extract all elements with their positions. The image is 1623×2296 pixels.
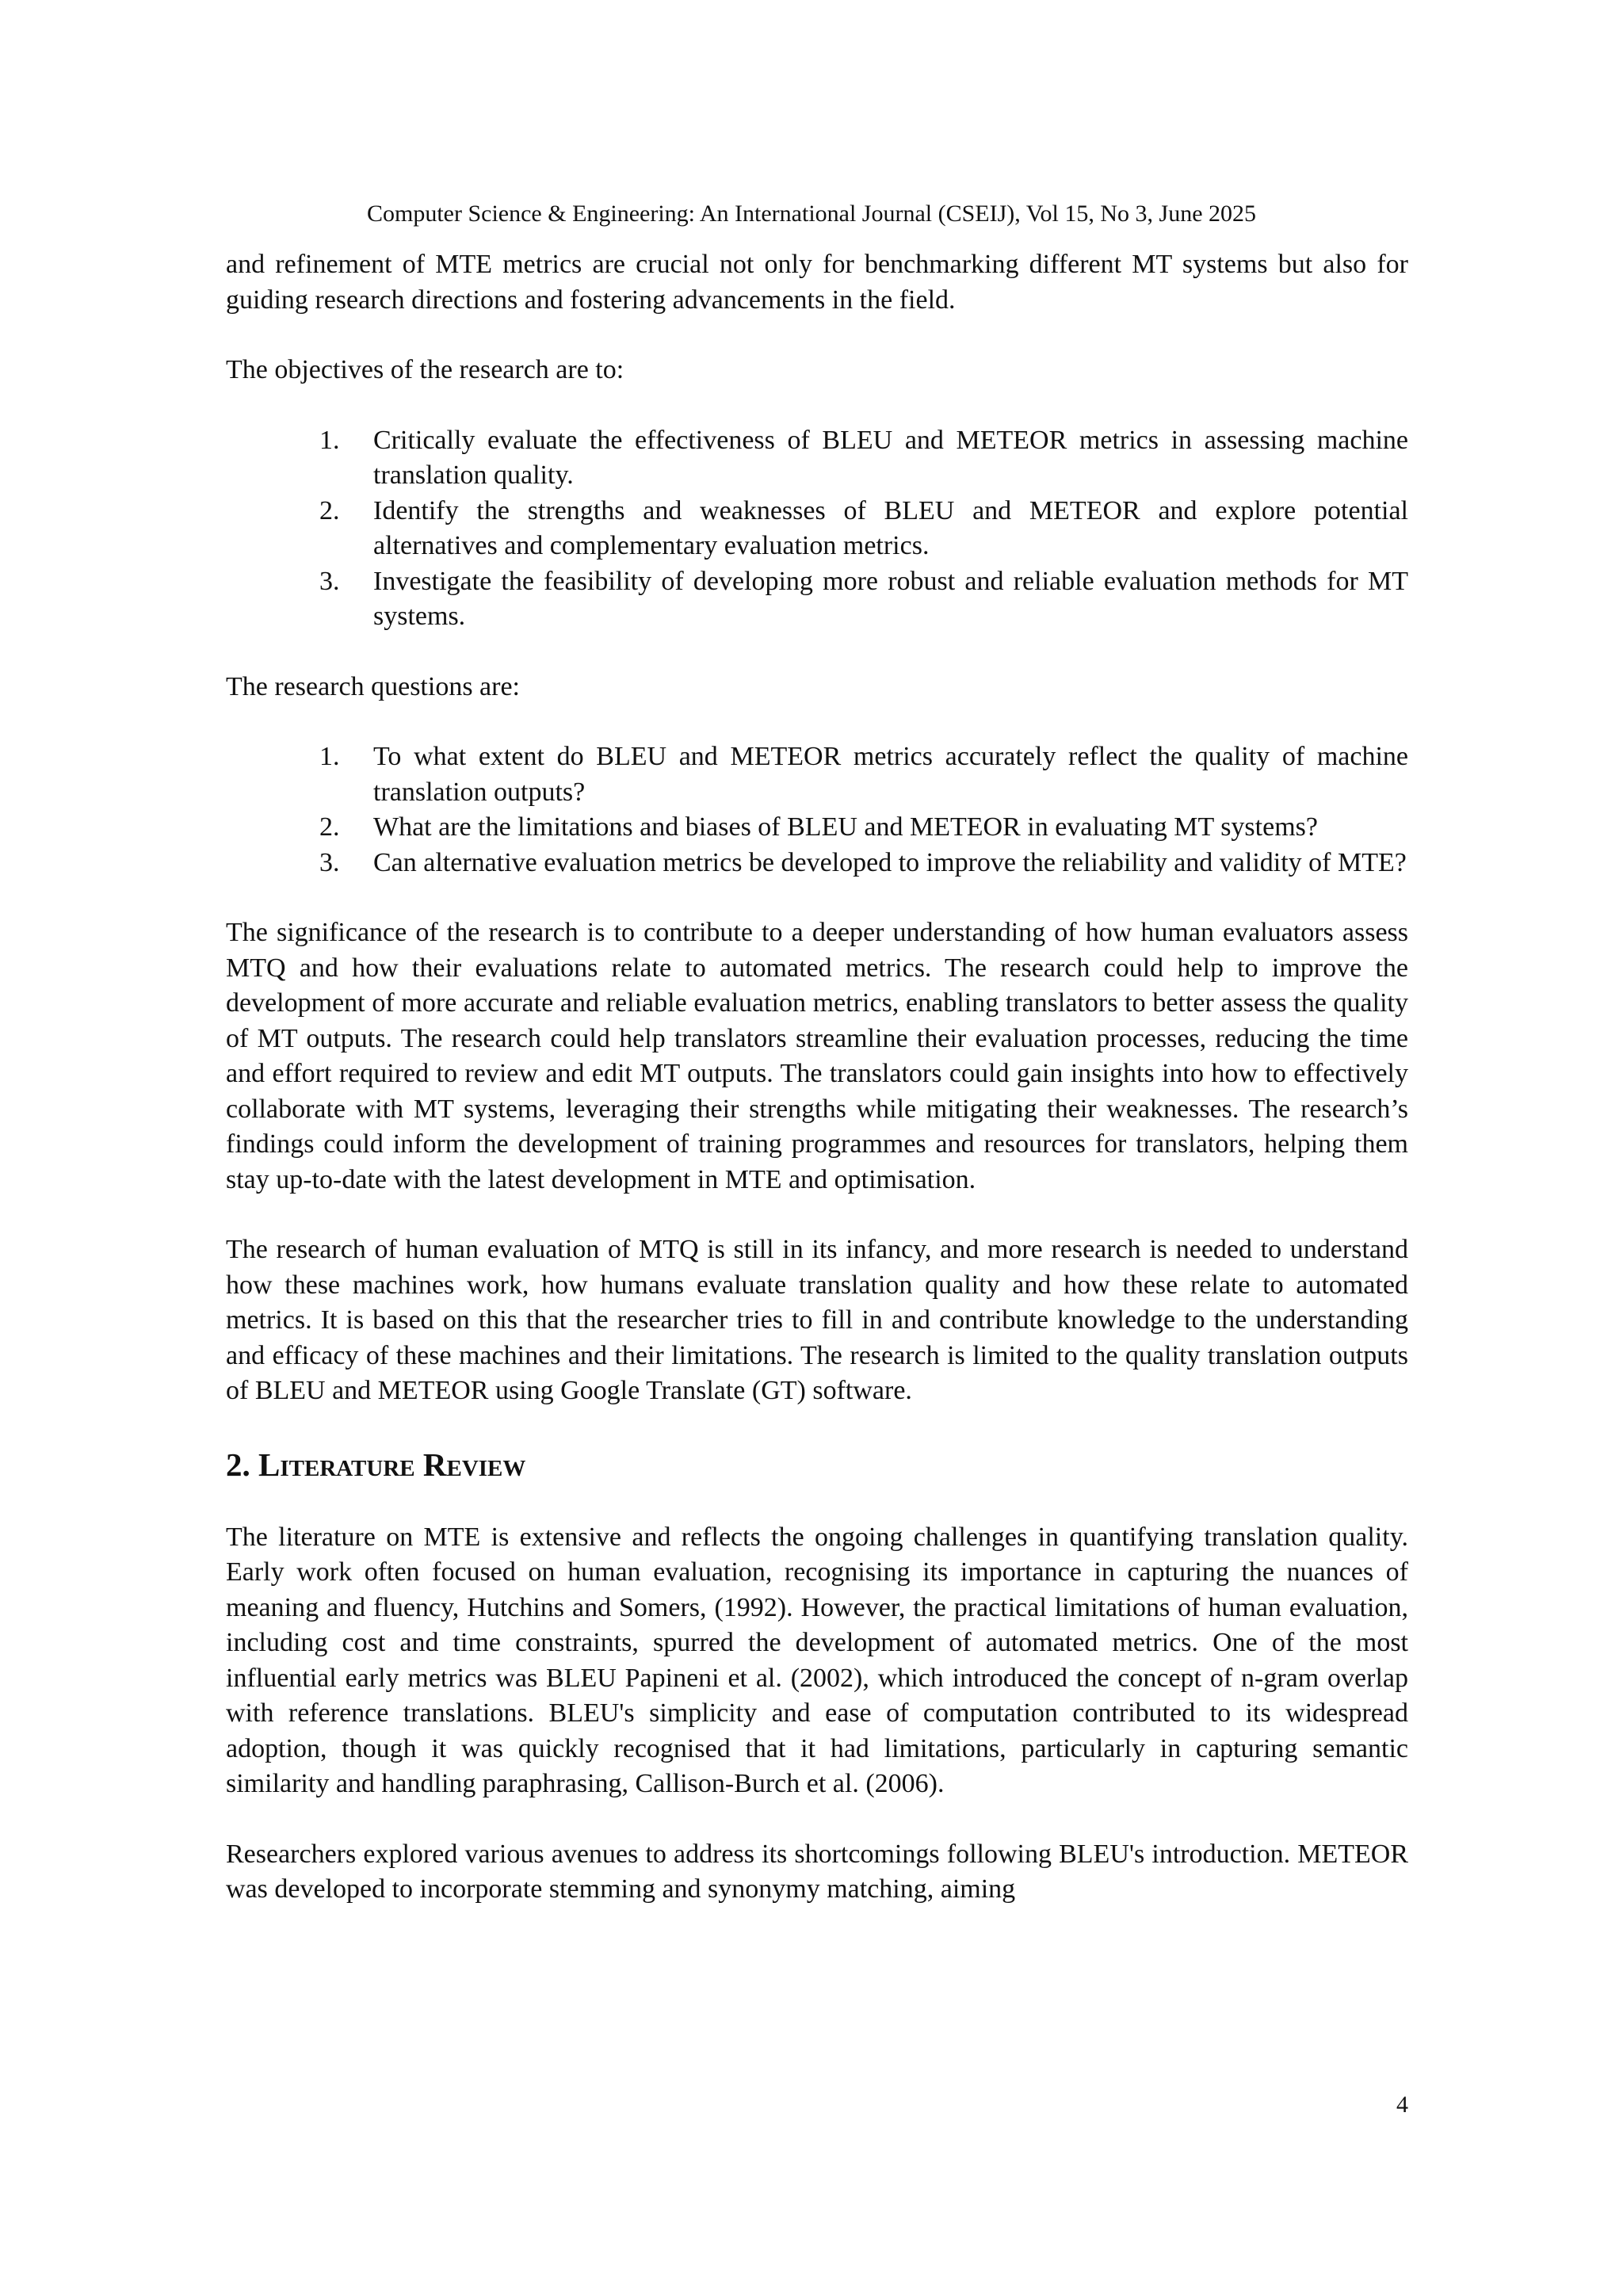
questions-intro: The research questions are: xyxy=(226,671,520,701)
list-item xyxy=(226,564,1408,635)
paragraph-literature-1: The literature on MTE is extensive and reflects the ongoing challenges in quantifying translation quality. Early work often focused on human evaluation, recognising its importance in capturing the nuances of meaning and fluency, Hutchins and Somers, (1992). However, the practical limitations of human evaluation, including cost and time constraints, spurred the development of automated metrics. One of the most influential early metrics was BLEU Papineni et al. (2002), which introduced the concept of n-gram overlap with reference translations. BLEU's simplicity and ease of computation contributed to its widespread adoption, though it was quickly recognised that it had limitations, particularly in capturing semantic similarity and handling paraphrasing, Callison-Burch et al. (2006). xyxy=(226,1522,1408,1798)
list-item-number: 3. xyxy=(319,847,340,877)
list-item xyxy=(226,494,1408,564)
list-item-number: 1. xyxy=(319,742,340,771)
paragraph-literature-2: Researchers explored various avenues to address its shortcomings following BLEU's introduction. METEOR was developed to incorporate stemming and synonymy matching, aiming xyxy=(226,1839,1408,1904)
list-item-number: 2. xyxy=(319,812,340,842)
list-item xyxy=(226,739,1408,810)
running-header: Computer Science & Engineering: An International Journal (CSEIJ), Vol 15, No 3, June 2025 xyxy=(366,201,1257,227)
paragraph-infancy: The research of human evaluation of MTQ is still in its infancy, and more research is needed to understand how these machines work, how humans evaluate translation quality and how these relate to automated metrics. It is based on this that the researcher tries to fill in and contribute knowledge to the understanding and efficacy of these machines and their limitations. The research is limited to the quality translation outputs of BLEU and METEOR using Google Translate (GT) software. xyxy=(226,1235,1408,1405)
section-heading: 2. Literature Review xyxy=(226,1446,526,1483)
list-item xyxy=(226,810,1408,846)
list-item-text: To what extent do BLEU and METEOR metrics accurately reflect the quality of machine translation outputs? xyxy=(373,742,1408,807)
page-number: 4 xyxy=(1396,2092,1408,2118)
paragraph-significance: The significance of the research is to contribute to a deeper understanding of how human evaluators assess MTQ and how their evaluations relate to automated metrics. The research could help to improve the development of more accurate and reliable evaluation metrics, enabling translators to better assess the quality of MT outputs. The research could help translators streamline their evaluation processes, reducing the time and effort required to review and edit MT outputs. The translators could gain insights into how to effectively collaborate with MT systems, leveraging their strengths while mitigating their weaknesses. The research’s findings could inform the development of training programmes and resources for translators, helping them stay up-to-date with the latest development in MTE and optimisation. xyxy=(226,918,1408,1194)
list-item-number: 2. xyxy=(319,495,340,525)
list-item xyxy=(226,846,1408,881)
paragraph-intro: and refinement of MTE metrics are crucial not only for benchmarking different MT systems but also for guiding research directions and fostering advancements in the field. xyxy=(226,250,1408,315)
list-item-text: Critically evaluate the effectiveness of BLEU and METEOR metrics in assessing machine translation quality. xyxy=(373,425,1408,490)
list-item-text: Identify the strengths and weaknesses of BLEU and METEOR and explore potential alternatives and complementary evaluation metrics. xyxy=(373,495,1408,560)
list-item-text: What are the limitations and biases of BLEU and METEOR in evaluating MT systems? xyxy=(373,812,1318,842)
body-content xyxy=(226,247,1408,1908)
objectives-intro: The objectives of the research are to: xyxy=(226,355,624,384)
objectives-list xyxy=(226,423,1408,635)
list-item-text: Investigate the feasibility of developing more robust and reliable evaluation methods for MT systems. xyxy=(373,566,1408,631)
questions-list xyxy=(226,739,1408,881)
list-item-text: Can alternative evaluation metrics be developed to improve the reliability and validity of MTE? xyxy=(373,847,1407,877)
list-item xyxy=(226,423,1408,494)
list-item-number: 1. xyxy=(319,425,340,455)
list-item-number: 3. xyxy=(319,566,340,596)
